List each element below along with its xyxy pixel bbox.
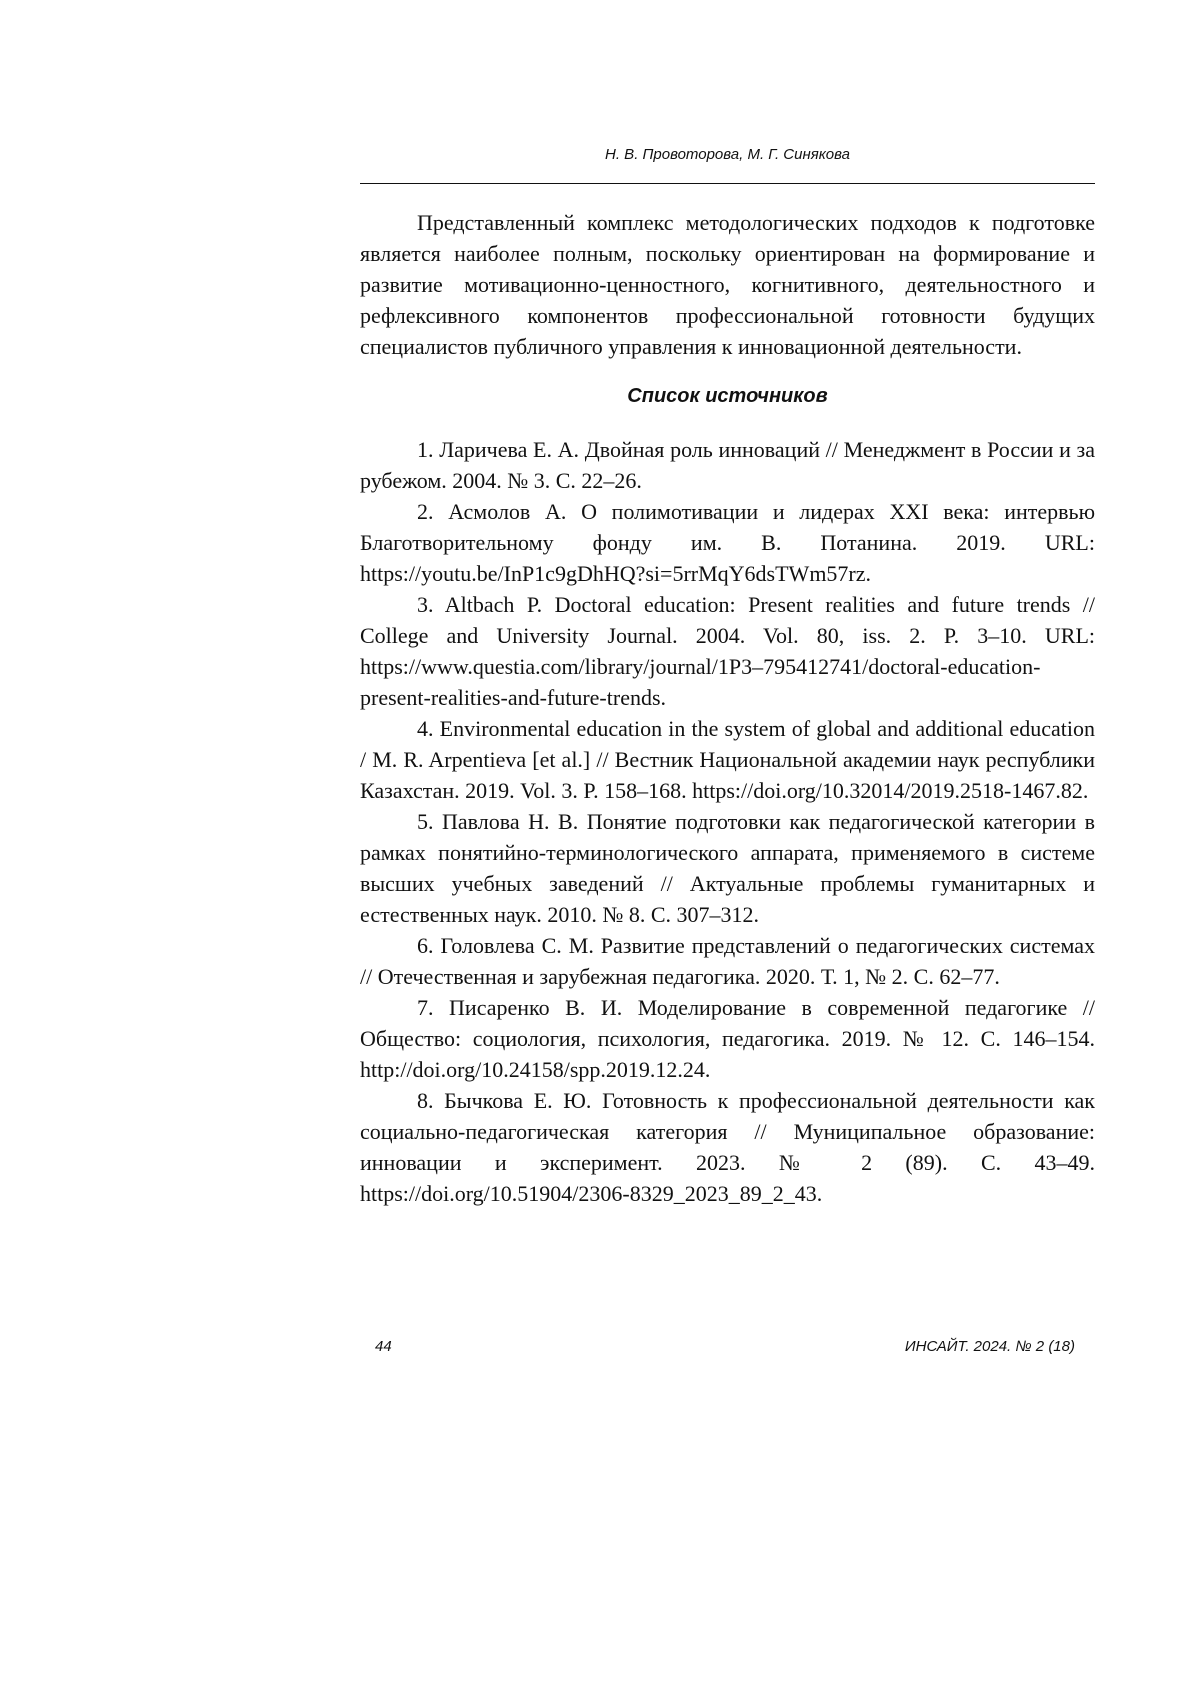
reference-item xyxy=(360,496,1095,589)
page-content xyxy=(360,207,1095,1209)
reference-text: Environmental education in the system of global and additional education / M. R. Arpentieva [et al.] // Вестник Национальной академии наук республики Казахстан. 2019. Vol. 3. P. 158–168. https://doi.org/10.32014/2019.2518-1467.82. xyxy=(360,716,1095,803)
header-divider xyxy=(360,183,1095,184)
reference-text: Асмолов А. О полимотивации и лидерах XXI века: интервью Благотворительному фонду им. В. Потанина. 2019. URL: https://youtu.be/InP1c9gDhHQ?si=5rrMqY6dsTWm57rz. xyxy=(360,499,1096,586)
reference-item xyxy=(360,992,1095,1085)
running-head-authors: Н. В. Провоторова, М. Г. Синякова xyxy=(605,146,850,163)
reference-item xyxy=(360,589,1095,713)
reference-text: Головлева С. М. Развитие представлений о педагогических системах // Отечественная и зарубежная педагогика. 2020. Т. 1, № 2. С. 62–77. xyxy=(360,933,1096,989)
reference-number: 2. xyxy=(417,499,434,524)
references-list xyxy=(360,434,1095,1209)
reference-number: 4. xyxy=(417,716,434,741)
reference-text: Павлова Н. В. Понятие подготовки как педагогической категории в рамках понятийно-терминологического аппарата, применяемого в системе высших учебных заведений // Актуальные проблемы гуманитарных и естественных наук. 2010. № 8. С. 307–312. xyxy=(360,809,1096,927)
reference-text: Ларичева Е. А. Двойная роль инноваций // Менеджмент в России и за рубежом. 2004. № 3. С. 22–26. xyxy=(360,437,1096,493)
reference-number: 6. xyxy=(417,933,434,958)
reference-number: 5. xyxy=(417,809,434,834)
reference-text: Бычкова Е. Ю. Готовность к профессиональной деятельности как социально-педагогическая категория // Муниципальное образование: инновации и эксперимент. 2023. № 2 (89). С. 43–49. https://doi.org/10.51904/2306-8329_2023_89_2_43. xyxy=(360,1088,1095,1206)
reference-text: Altbach P. Doctoral education: Present realities and future trends // College and University Journal. 2004. Vol. 80, iss. 2. P. 3–10. URL: https://www.questia.com/library/journal/1P3–795412741/doctoral-education-present-realities-and-future-trends. xyxy=(360,592,1096,710)
reference-item xyxy=(360,713,1095,806)
reference-number: 7. xyxy=(417,995,434,1020)
references-heading: Список источников xyxy=(627,385,828,407)
reference-item xyxy=(360,434,1095,496)
reference-number: 3. xyxy=(417,592,434,617)
reference-number: 1. xyxy=(417,437,434,462)
reference-text: Писаренко В. И. Моделирование в современной педагогике // Общество: социология, психология, педагогика. 2019. № 12. С. 146–154. http://doi.org/10.24158/spp.2019.12.24. xyxy=(360,995,1095,1082)
reference-item xyxy=(360,806,1095,930)
reference-item xyxy=(360,930,1095,992)
reference-number: 8. xyxy=(417,1088,434,1113)
page-number: 44 xyxy=(375,1338,392,1355)
body-paragraph: Представленный комплекс методологических подходов к подготовке является наиболее полным, поскольку ориентирован на формирование и развитие мотивационно-ценностного, когнитивного, деятельностного и рефлексивного компонентов профессиональной готовности будущих специалистов публичного управления к инновационной деятельности. xyxy=(360,210,1095,359)
reference-item xyxy=(360,1085,1095,1209)
journal-info: ИНСАЙТ. 2024. № 2 (18) xyxy=(904,1338,1075,1355)
